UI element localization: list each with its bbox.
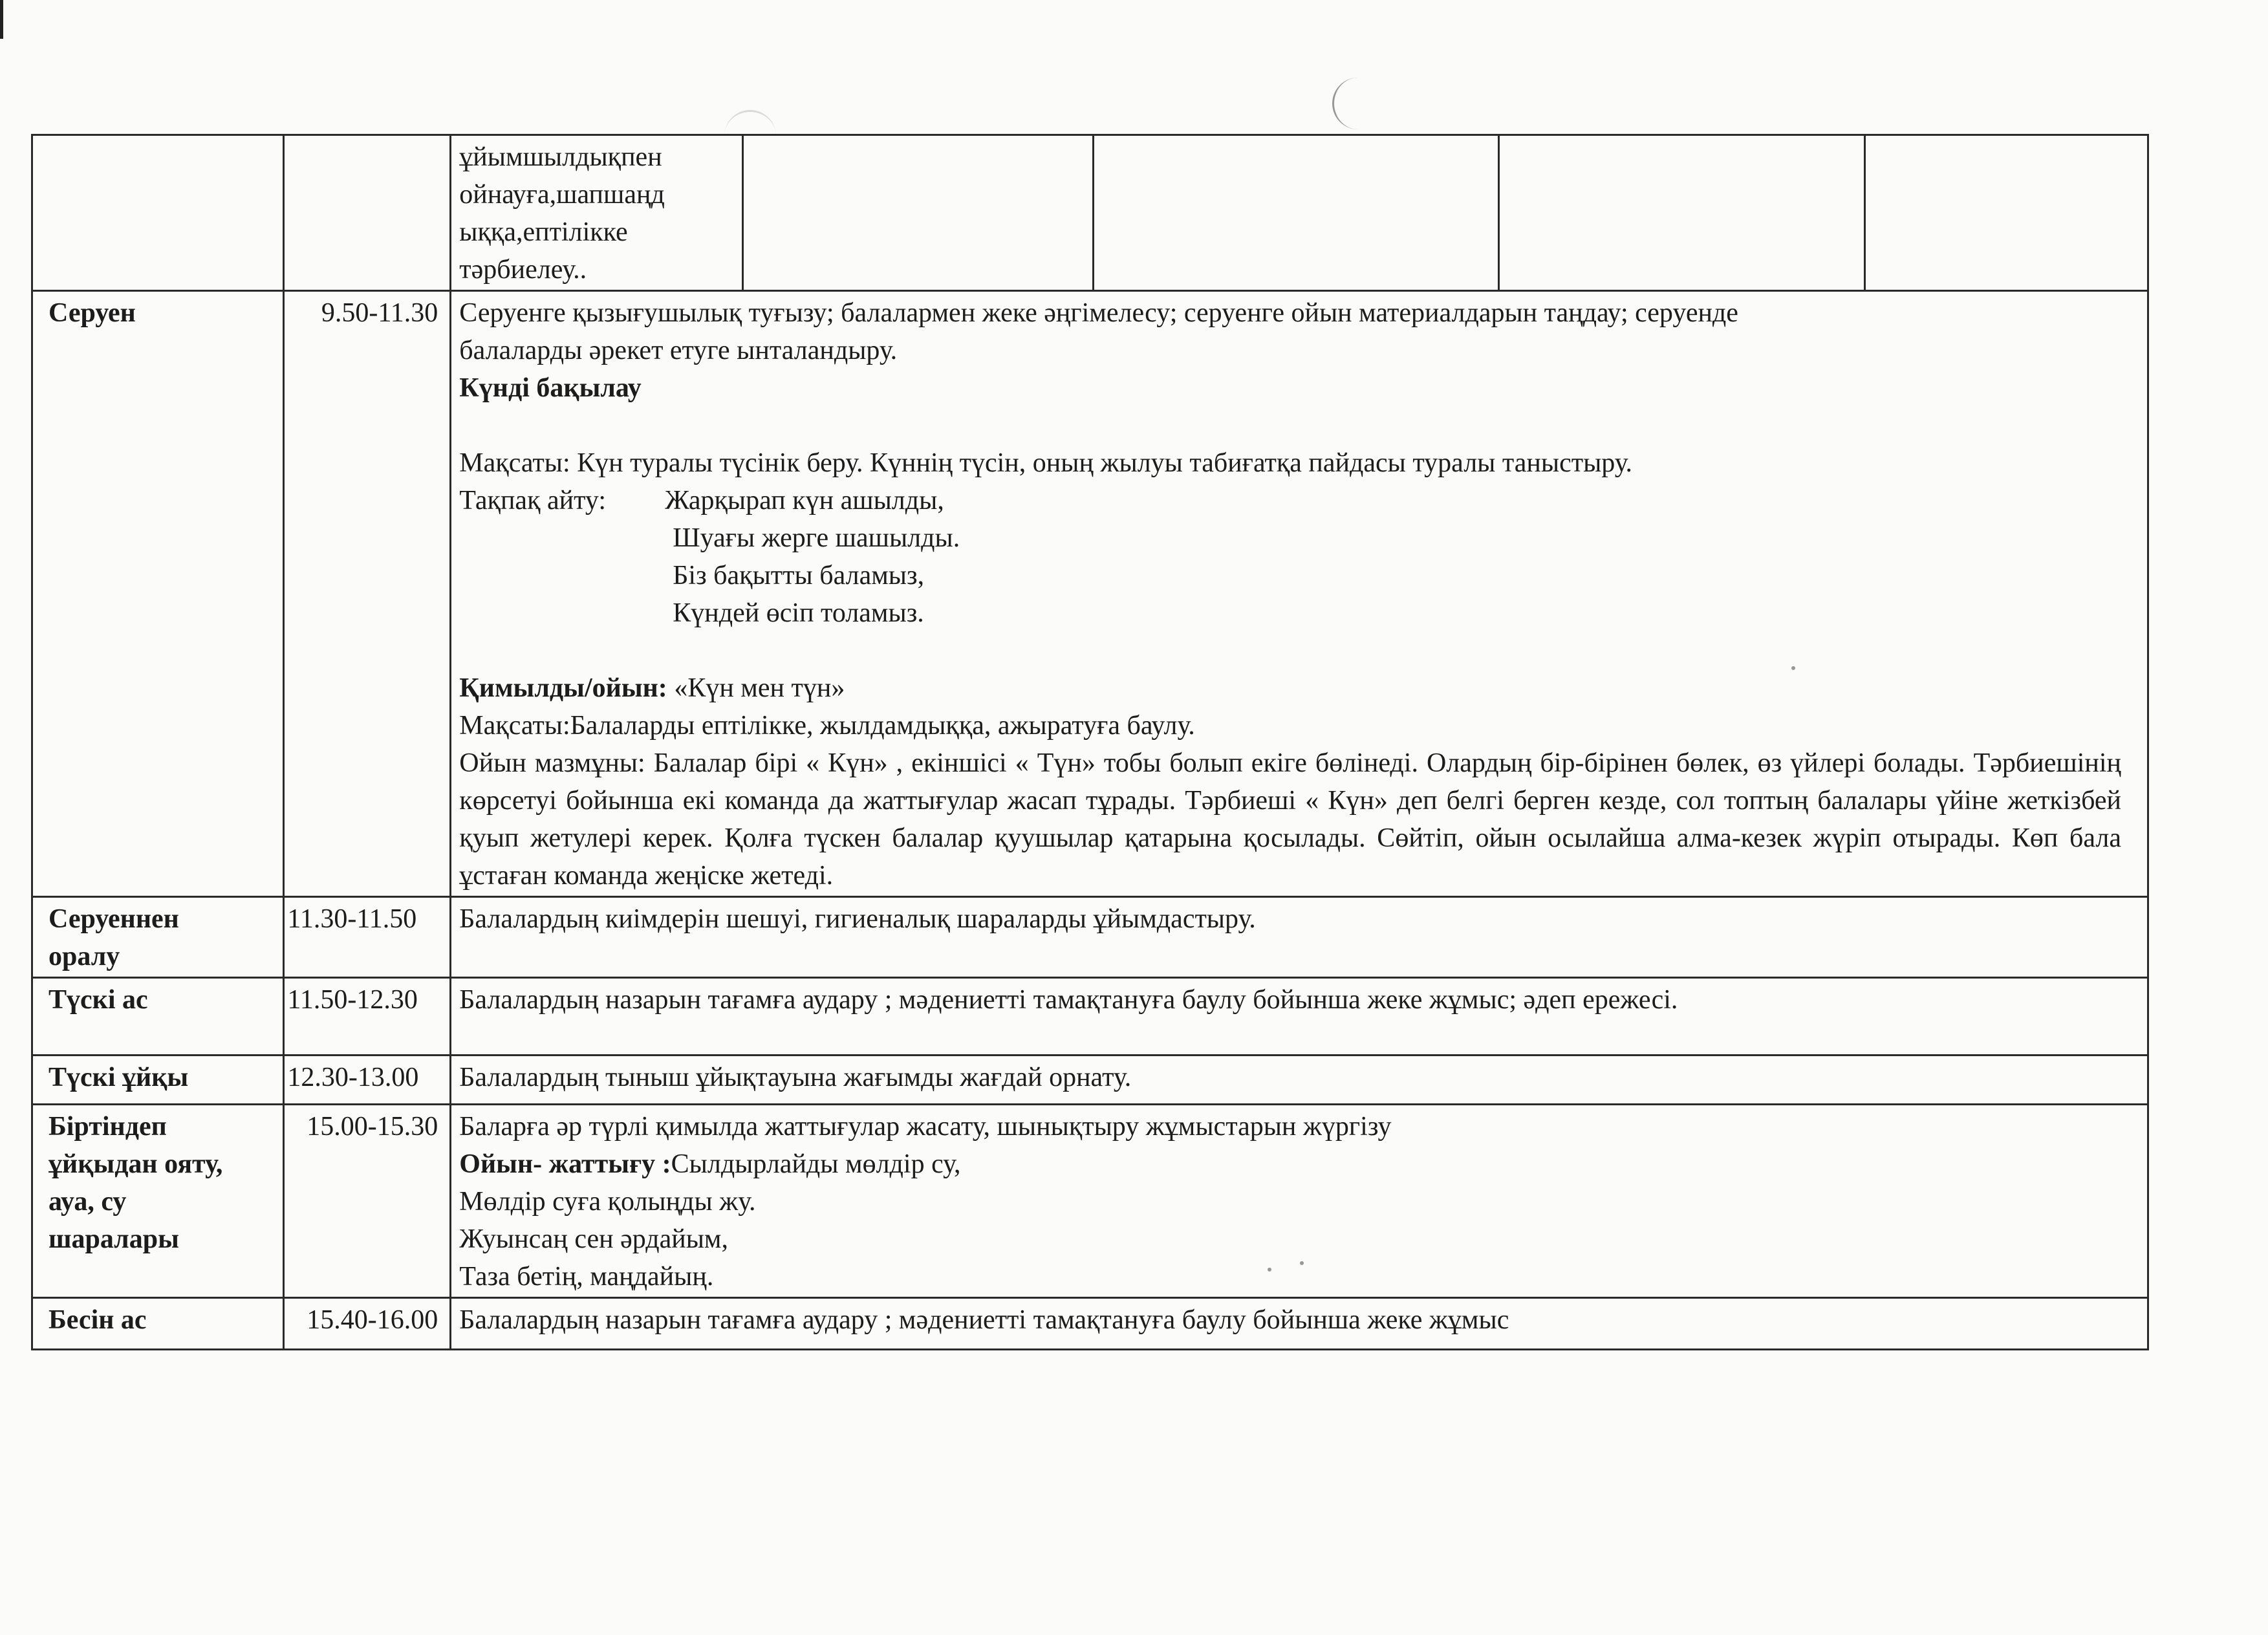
activity-description: Балалардың назарын тағамға аудару ; мәдениетті тамақтануға баулу бойынша жеке жұмыс; әдеп ережесі. [451,978,2148,1056]
text-line: ұйымшылдықпен [459,142,662,172]
game-label: Ойын- жаттығу : [459,1149,671,1179]
empty-cell [1864,135,2148,291]
text-line: Серуенге қызығушылық туғызу; балалармен жеке әңгімелесу; серуенге ойын материалдарын таңдау; серуенде [459,298,1738,328]
text-line: балаларды әрекет етуге ынталандыру. [459,336,898,365]
scan-edge-mark [0,0,3,39]
activity-name: Бесін ас [32,1298,284,1350]
text-line: ыққа,ептілікке [459,217,628,247]
activity-name: Серуен [32,291,284,897]
empty-cell [1498,135,1864,291]
activity-time: 15.40-16.00 [284,1298,451,1350]
text-line: тәрбиелеу.. [459,255,587,285]
verse: Мөлдір суға қолыңды жу. [459,1187,756,1217]
game-heading [459,669,2141,707]
verse: Жуынсаң сен әрдайым, [459,1224,728,1254]
scan-artifact [1332,78,1379,129]
activity-name: Түскі ұйқы [32,1056,284,1105]
empty-cell [32,135,284,291]
table-row-nap [32,1056,2148,1105]
daily-schedule-table [31,134,2149,1350]
goal-text: Мақсаты: Күн туралы түсінік беру. Күннің түсін, оның жылуы табиғатқа пайдасы туралы таныстыру. [459,448,1633,478]
activity-description [451,291,2148,897]
activity-time: 11.30-11.50 [284,897,451,978]
activity-time: 12.30-13.00 [284,1056,451,1105]
poem-verse: Күндей өсіп толамыз. [673,598,924,628]
empty-cell [1093,135,1498,291]
activity-name: Серуеннен оралу [32,897,284,978]
game-content: Ойын мазмұны: Балалар бірі « Күн» , екіншісі « Түн» тобы болып екіге бөлінеді. Олардың бір-бірінен бөлек, өз үйлері болады. Тәрбиешінің көрсетуі бойынша екі команда да жаттығулар жасап тұрады. Тәрбиеші « Күн» деп белгі берген кезде, сол топтың балалары үйіне жеткізбей қуып жетулері керек. Қолға түскен балалар қуушылар қатарына қосылады. Сөйтіп, ойын осылайша алма-кезек жүріп отырады. Көп бала ұстаған команда жеңіске жетеді. [459,748,2121,891]
poem-label: Тақпақ айту: [459,486,607,515]
empty-cell [284,135,451,291]
text-line: ойнауға,шапшаңд [459,180,665,210]
poem-verse: Жарқырап күн ашылды, [665,486,944,515]
activity-description: Балалардың назарын тағамға аудару ; мәдениетті тамақтануға баулу бойынша жеке жұмыс [451,1298,2148,1350]
table-row-lunch [32,978,2148,1056]
poem-verse: Біз бақытты баламыз, [673,561,925,590]
verse: Сылдырлайды мөлдір су, [671,1149,961,1179]
activity-time: 9.50-11.30 [284,291,451,897]
activity-name: Біртіндеп ұйқыдан ояту, ауа, су шаралары [32,1105,284,1298]
empty-cell [743,135,1093,291]
table-row-wakeup [32,1105,2148,1298]
game-title: «Күн мен түн» [667,673,845,703]
activity-time: 15.00-15.30 [284,1105,451,1298]
activity-time: 11.50-12.30 [284,978,451,1056]
activity-description [451,1105,2148,1298]
poem-verse: Шуағы жерге шашылды. [673,523,960,553]
activity-description: Балалардың тыныш ұйықтауына жағымды жағдай орнату. [451,1056,2148,1105]
table-row-continuation [32,135,2148,291]
verse: Таза бетің, маңдайың. [459,1262,714,1292]
section-subtitle: Күнді бақылау [459,373,642,403]
poem-line [459,482,2141,519]
game-label: Қимылды/ойын: [459,673,667,703]
text-line: Баларға әр түрлі қимылда жаттығулар жасату, шынықтыру жұмыстарын жүргізу [459,1112,1392,1142]
activity-description: Балалардың киімдерін шешуі, гигиеналық шараларды ұйымдастыру. [451,897,2148,978]
activity-name: Түскі ас [32,978,284,1056]
table-row-walk [32,291,2148,897]
continuation-text-cell [451,135,743,291]
table-row-snack [32,1298,2148,1350]
game-goal: Мақсаты:Балаларды ептілікке, жылдамдыққа, ажыратуға баулу. [459,711,1195,741]
game-line [459,1145,2141,1183]
table-row-return [32,897,2148,978]
